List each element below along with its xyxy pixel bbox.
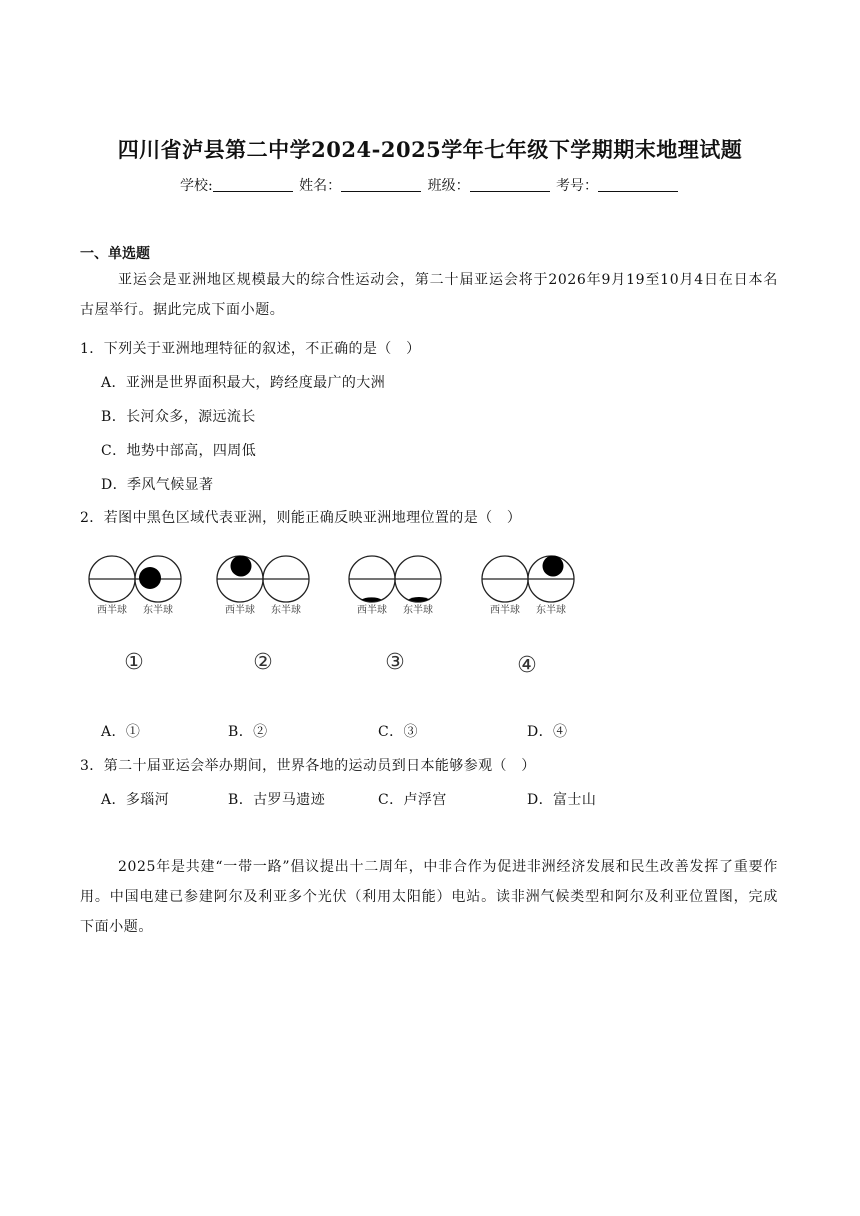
diagram-number-3: ③	[385, 650, 405, 675]
school-label: 学校:	[179, 178, 213, 194]
q3-option-c[interactable]: C．卢浮宫	[378, 792, 447, 808]
q2-option-d[interactable]: D．④	[527, 724, 568, 740]
diagram-4	[482, 556, 574, 679]
east-label-4: 东半球	[536, 605, 566, 616]
q3-option-a[interactable]: A．多瑙河	[101, 792, 170, 808]
asia-mark-2	[231, 556, 252, 577]
q3-option-d[interactable]: D．富士山	[527, 792, 597, 808]
diagram-2	[217, 556, 309, 676]
q1-option-d[interactable]: D．季风气候显著	[101, 477, 214, 493]
west-label-3: 西半球	[357, 605, 387, 616]
q1-option-b[interactable]: B．长河众多，源远流长	[101, 409, 256, 425]
q2-option-b[interactable]: B．②	[228, 724, 268, 740]
question-1-stem: 1．下列关于亚洲地理特征的叙述，不正确的是（ ）	[80, 341, 421, 357]
west-label-1: 西半球	[97, 605, 127, 616]
diagram-3	[349, 556, 441, 675]
diagram-1	[89, 556, 181, 675]
q2-option-c[interactable]: C．③	[378, 724, 418, 740]
diagram-number-2: ②	[253, 650, 273, 675]
asia-mark-1	[139, 567, 161, 589]
q2-option-a[interactable]: A．①	[101, 724, 141, 740]
exam-title: 四川省泸县第二中学2024-2025学年七年级下学期期末地理试题	[117, 137, 743, 162]
question-3-stem: 3．第二十届亚运会举办期间，世界各地的运动员到日本能够参观（ ）	[80, 758, 536, 774]
q1-option-a[interactable]: A．亚洲是世界面积最大，跨经度最广的大洲	[101, 375, 386, 391]
hemisphere-figure	[80, 545, 600, 690]
east-label-1: 东半球	[143, 605, 173, 616]
west-label-4: 西半球	[490, 605, 520, 616]
name-label: 姓名：	[299, 178, 342, 194]
exam-no-blank[interactable]	[598, 177, 678, 192]
student-info-row	[0, 175, 860, 195]
question-2-stem: 2．若图中黑色区域代表亚洲，则能正确反映亚洲地理位置的是（ ）	[80, 510, 522, 526]
west-label-2: 西半球	[225, 605, 255, 616]
east-label-2: 东半球	[271, 605, 301, 616]
east-label-3: 东半球	[403, 605, 433, 616]
diagram-number-4: ④	[517, 653, 537, 678]
q1-option-c[interactable]: C．地势中部高，四周低	[101, 443, 257, 459]
intro-paragraph-1: 亚运会是亚洲地区规模最大的综合性运动会，第二十届亚运会将于2026年9月19至10月4日在日本名古屋举行。据此完成下面小题。	[80, 272, 778, 318]
section-heading: 一、单选题	[80, 246, 150, 262]
class-blank[interactable]	[470, 177, 550, 192]
diagram-number-1: ①	[124, 650, 144, 675]
asia-mark-4	[543, 556, 564, 577]
intro-paragraph-2: 2025年是共建“一带一路”倡议提出十二周年，中非合作为促进非洲经济发展和民生改善发挥了重要作用。中国电建已参建阿尔及利亚多个光伏（利用太阳能）电站。读非洲气候类型和阿尔及利亚位置图，完成下面小题。	[80, 859, 778, 935]
class-label: 班级：	[427, 178, 470, 194]
school-blank[interactable]	[213, 177, 293, 192]
name-blank[interactable]	[341, 177, 421, 192]
q3-option-b[interactable]: B．古罗马遗迹	[228, 792, 326, 808]
exam-no-label: 考号：	[556, 178, 599, 194]
